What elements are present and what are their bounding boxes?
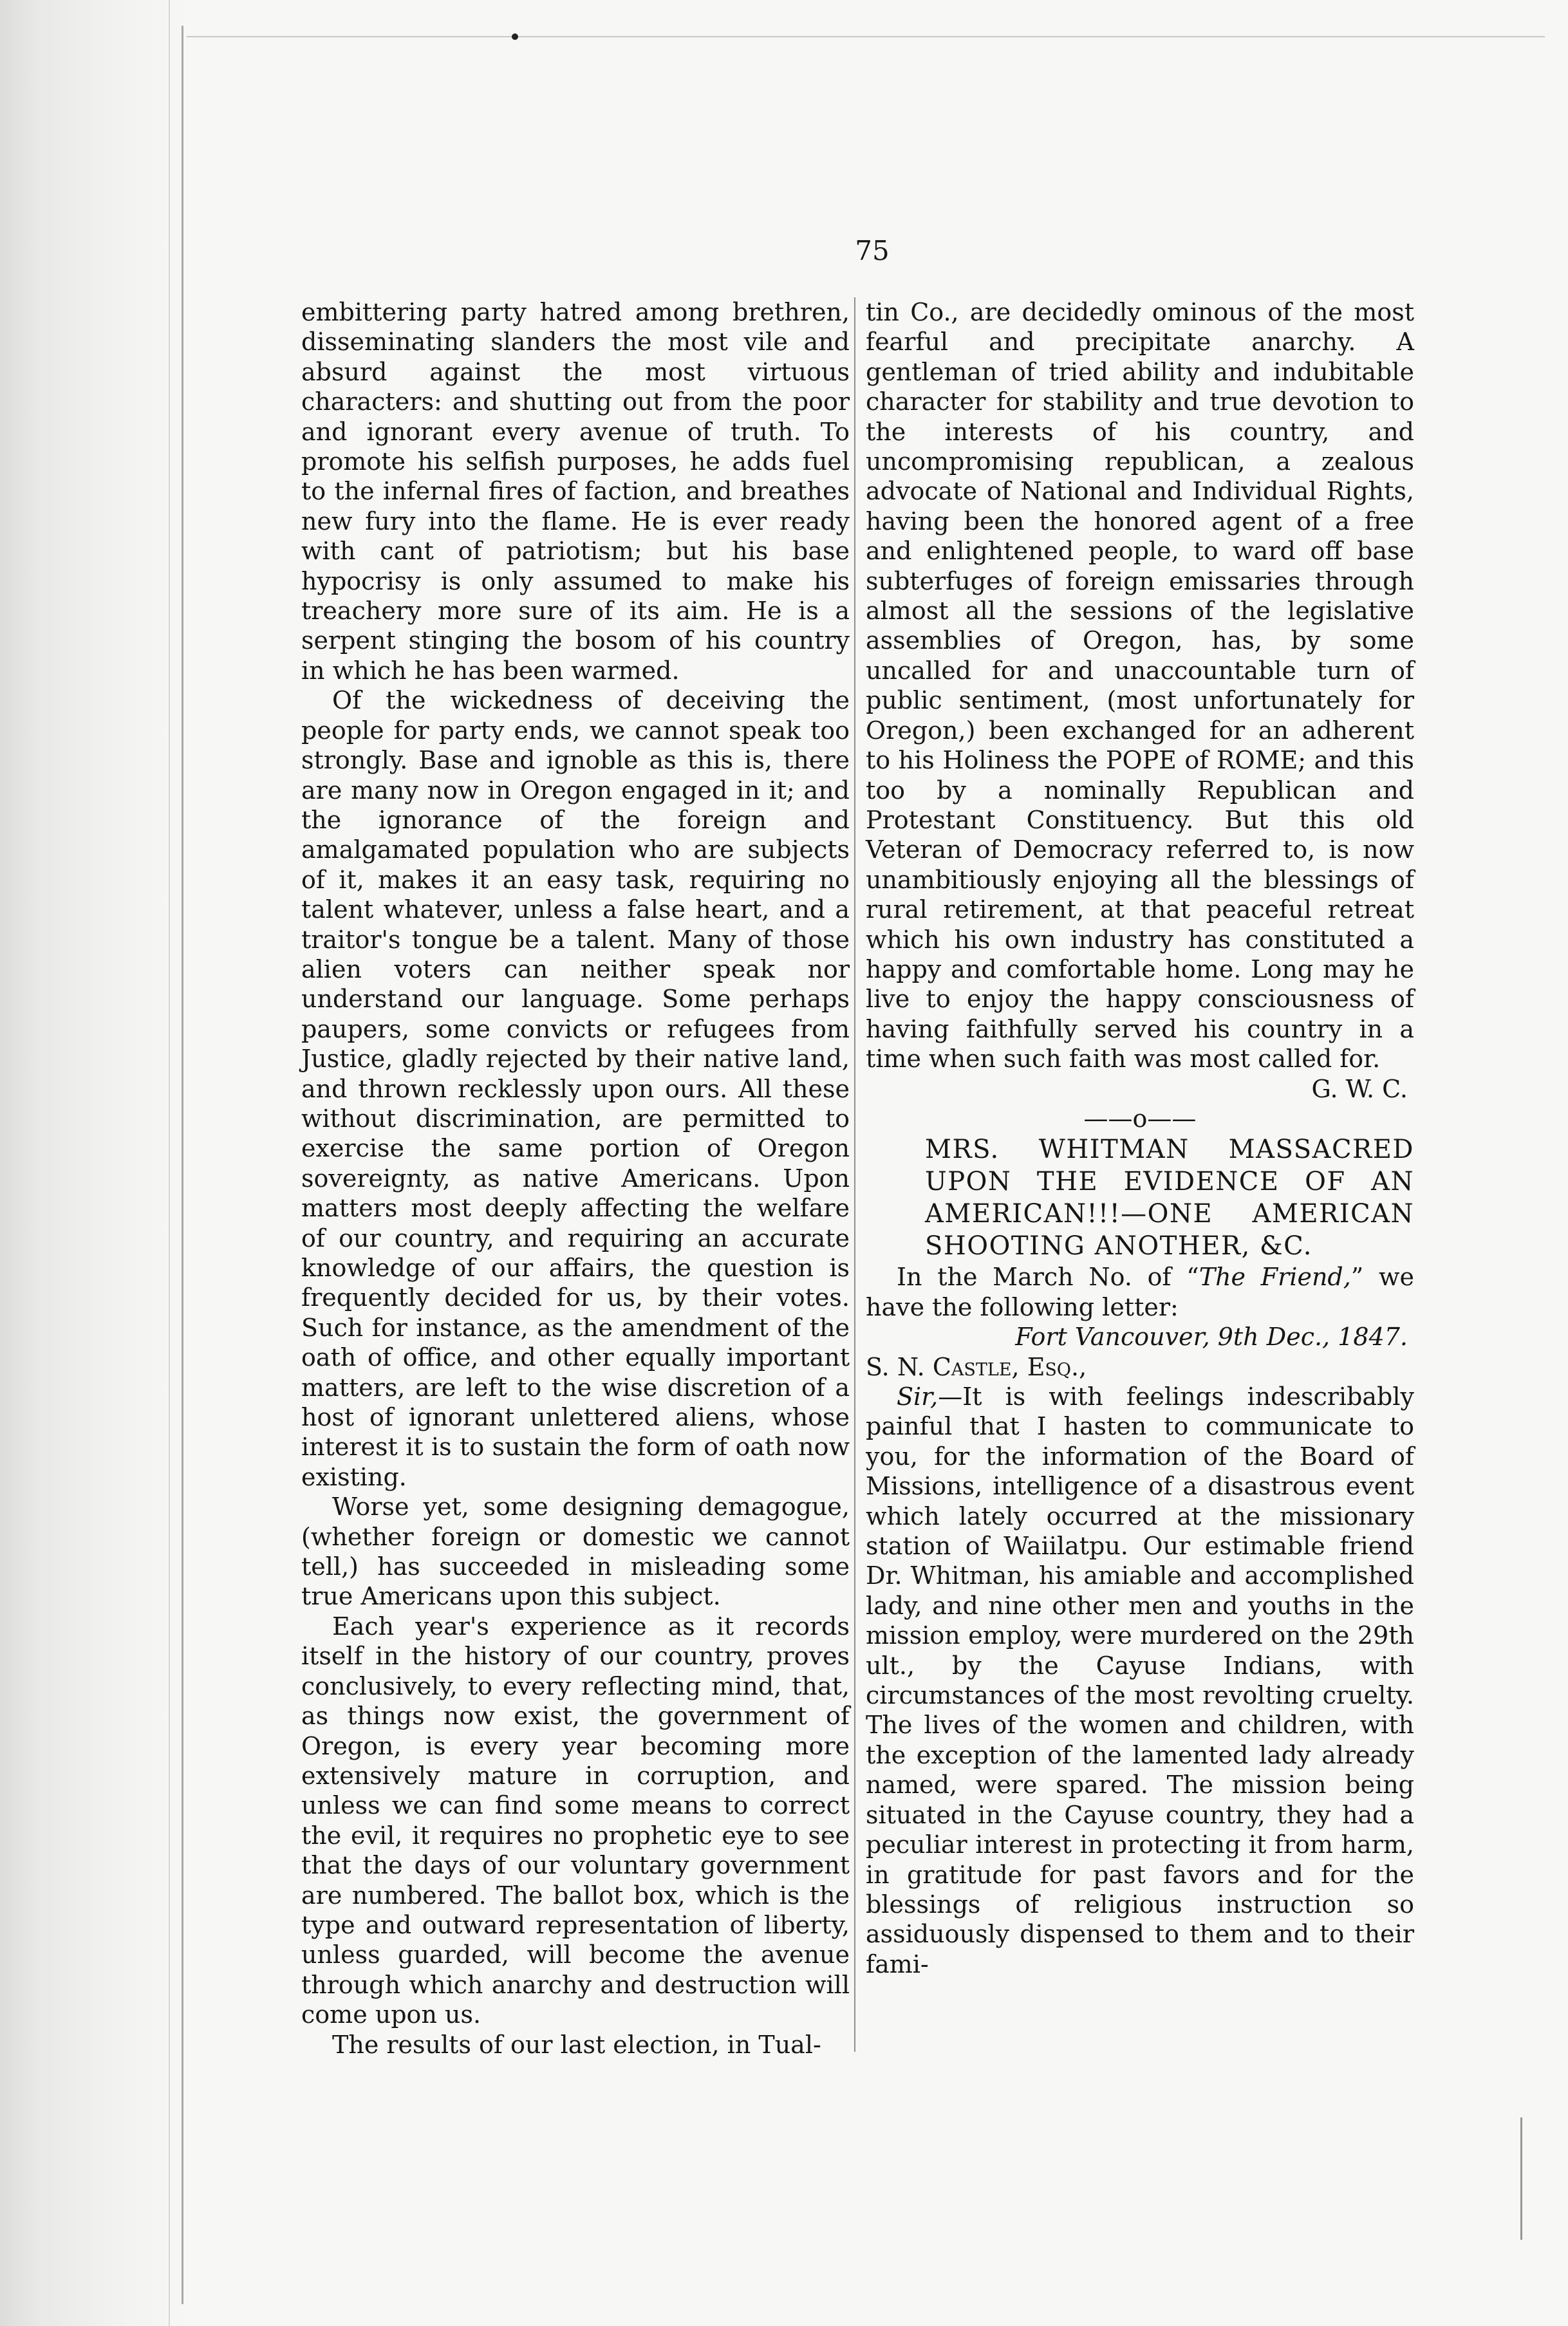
letter-salutation: S. N. Castle, Esq., — [866, 1352, 1087, 1381]
top-ink-mark — [512, 33, 518, 40]
left-paragraph-3: Worse yet, some designing demagogue, (whether foreign or domestic we cannot tell,) has succeeded in misleading some true Americans upon this subject. — [301, 1493, 850, 1611]
letter-dateline: Fort Vancouver, 9th Dec., 1847. — [1015, 1323, 1408, 1352]
gutter-edge — [169, 0, 170, 2326]
intro-text-after: ” we have the following letter: — [866, 1263, 1414, 1321]
left-paragraph-2: Of the wickedness of deceiving the people for party ends, we cannot speak too strongly. Base and ignoble as this is, there are many now in Oregon engaged in it; and the ignorance of the foreign and amalgamated population who are subjects of it, makes it an easy task, requiring no talent whatever, unless a false heart, and a traitor's tongue be a talent. Many of those alien voters can neither speak nor understand our language. Some perhaps paupers, some convicts or refugees from Justice, gladly rejected by their native land, and thrown recklessly upon ours. All these without discrimination, are permitted to exercise the same portion of Oregon sovereignty, as native Americans. Upon matters most deeply affecting the welfare of our country, and requiring an accurate knowledge of our affairs, the question is frequently decided for us, by their votes. Such for instance, as the amendment of the oath of office, and other equally important matters, are left to the wise discretion of a host of ignorant unlettered aliens, whose interest it is to sustain the form of oath now existing. — [301, 686, 850, 1491]
right-edge-mark — [1520, 2117, 1522, 2240]
left-paragraph-1: embittering party hatred among brethren, disseminating slanders the most vile and absurd against the most virtuous characters: and shutting out from the poor and ignorant every avenue of truth. To promote his selfish purposes, he adds fuel to the infernal fires of faction, and breathes new fury into the flame. He is ever ready with cant of patriotism; but his base hypocrisy is only assumed to make his treachery more sure of its aim. He is a serpent stinging the bosom of his country in which he has been warmed. — [301, 298, 850, 685]
page-number: 75 — [855, 235, 890, 266]
letter-lead: Sir, — [897, 1382, 938, 1411]
book-spine-shadow — [0, 0, 187, 2326]
left-column — [301, 297, 850, 2060]
article-heading: MRS. WHITMAN MASSACRED UPON THE EVIDENCE OF AN AMERICAN!!!—ONE AMERICAN SHOOTING ANOTHER, &C. — [925, 1135, 1414, 1261]
letter-body-paragraph — [866, 1382, 1414, 1979]
column-divider — [854, 297, 855, 2052]
signature-initials: G. W. C. — [1311, 1074, 1408, 1103]
top-edge — [187, 36, 1545, 37]
gutter-line — [182, 26, 183, 2304]
intro-text-before: In the March No. of “ — [897, 1263, 1199, 1292]
intro-paragraph — [866, 1262, 1414, 1322]
left-paragraph-5: The results of our last election, in Tual- — [332, 2030, 821, 2059]
letter-body: —It is with feelings indescribably painful that I hasten to communicate to you, for the information of the Board of Missions, intelligence of a disastrous event which lately occurred at the missionary station of Waiilatpu. Our estimable friend Dr. Whitman, his amiable and accomplished lady, and nine other men and youths in the mission employ, were murdered on the 29th ult., by the Cayuse Indians, with circumstances of the most revolting cruelty. The lives of the women and children, with the exception of the lamented lady already named, were spared. The mission being situated in the Cayuse country, they had a peculiar interest in protecting it from harm, in gratitude for past favors and for the blessings of religious instruction so assiduously dispensed to them and to their fami- — [866, 1382, 1414, 1978]
section-divider: ——o—— — [1083, 1104, 1197, 1133]
right-continuation-paragraph: tin Co., are decidedly ominous of the most fearful and precipitate anarchy. A gentleman of tried ability and indubitable character for stability and true devotion to the interests of his country, and uncompromising republican, a zealous advocate of National and Individual Rights, having been the honored agent of a free and enlightened people, to ward off base subterfuges of foreign emissaries through almost all the sessions of the legislative assemblies of Oregon, has, by some uncalled for and unaccountable turn of public sentiment, (most unfortunately for Oregon,) been exchanged for an adherent to his Holiness the POPE of ROME; and this too by a nominally Republican and Protestant Constituency. But this old Veteran of Democracy referred to, is now unambitiously enjoying all the blessings of rural retirement, at that peaceful retreat which his own industry has constituted a happy and comfortable home. Long may he live to enjoy the happy consciousness of having faithfully served his country in a time when such faith was most called for. — [866, 298, 1414, 1074]
publication-title: The Friend, — [1199, 1263, 1351, 1292]
left-paragraph-4: Each year's experience as it records itself in the history of our country, proves conclusively, to every reflecting mind, that, as things now exist, the government of Oregon, is every year becoming more extensively mature in corruption, and unless we can find some means to correct the evil, it requires no prophetic eye to see that the days of our voluntary government are numbered. The ballot box, which is the type and outward representation of liberty, unless guarded, will become the avenue through which anarchy and destruction will come upon us. — [301, 1612, 850, 2029]
right-column — [866, 297, 1414, 1979]
